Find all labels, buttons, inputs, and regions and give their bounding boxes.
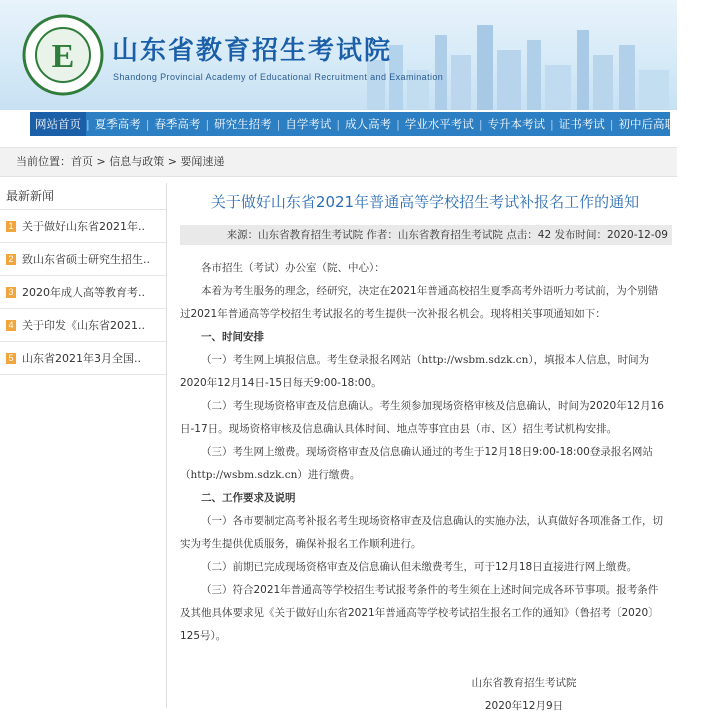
signature-organization: 山东省教育招生考试院	[471, 677, 577, 689]
paragraph-onsite-review: （二）考生现场资格审查及信息确认。考生须参加现场资格审核及信息确认，时间为2020年12月16日-17日。现场资格审核及信息确认具体时间、地点等事宜由县（市、区）招生考试机构安排。	[180, 400, 664, 435]
main-nav	[30, 112, 699, 136]
news-link[interactable]: 2020年成人高等教育考..	[22, 286, 145, 299]
news-link[interactable]: 致山东省硕士研究生招生..	[22, 253, 150, 266]
registration-site-link[interactable]: http://wsbm.sdzk.cn	[421, 354, 529, 366]
nav-separator: |	[86, 117, 90, 131]
nav-home[interactable]: 网站首页	[30, 112, 86, 136]
nav-vocational-admission[interactable]: 初中后高职招生	[618, 117, 699, 131]
nav-summer-exam[interactable]: 夏季高考	[94, 117, 141, 131]
news-number-badge: 1	[6, 221, 16, 232]
city-skyline-graphic	[347, 0, 677, 110]
news-link[interactable]: 关于印发《山东省2021..	[22, 319, 145, 332]
nav-self-study-exam[interactable]: 自学考试	[285, 117, 332, 131]
paragraph-requirement-1: （一）各市要制定高考补报名考生现场资格审查及信息确认的实施办法，认真做好各项准备工作，切实为考生提供优质服务，确保补报名工作顺利进行。	[180, 515, 663, 550]
article-body	[180, 257, 668, 718]
nav-separator: |	[396, 117, 400, 131]
section-heading-schedule: 一、时间安排	[201, 331, 264, 343]
nav-separator: |	[276, 117, 281, 131]
nav-separator: |	[145, 117, 150, 131]
nav-separator: |	[609, 117, 614, 131]
sidebar-news-item[interactable]	[0, 210, 166, 243]
news-number-badge: 4	[6, 320, 16, 331]
sidebar-news-item[interactable]	[0, 276, 166, 309]
site-title: 山东省教育招生考试院	[112, 36, 393, 66]
sidebar-title: 最新新闻	[0, 183, 166, 210]
nav-certificate-exam[interactable]: 证书考试	[558, 117, 605, 131]
breadcrumb	[0, 147, 677, 177]
spacer	[180, 648, 668, 672]
nav-spring-exam[interactable]: 春季高考	[154, 117, 201, 131]
site-subtitle: Shandong Provincial Academy of Educational Recruitment and Examination	[113, 72, 444, 82]
news-link[interactable]: 关于做好山东省2021年..	[22, 220, 145, 233]
svg-text:E: E	[51, 38, 75, 75]
paragraph-requirement-2: （二）前期已完成现场资格审查及信息确认但未缴费考生，可于12月18日直接进行网上缴费。	[201, 561, 638, 573]
news-number-badge: 5	[6, 353, 16, 364]
nav-separator: |	[205, 117, 210, 131]
section-heading-requirements: 二、工作要求及说明	[201, 492, 296, 504]
paragraph-online-payment: （三）考生网上缴费。现场资格审查及信息确认通过的考生于12月18日9:00-18:00登录报名网站（http://wsbm.sdzk.cn）进行缴费。	[180, 446, 653, 481]
nav-upgrade-exam[interactable]: 专升本考试	[487, 117, 546, 131]
academy-logo[interactable]	[22, 14, 104, 96]
salutation: 各市招生（考试）办公室（院、中心）：	[201, 262, 385, 274]
sidebar-news-item[interactable]	[0, 309, 166, 342]
nav-separator: |	[478, 117, 483, 131]
paragraph-online-registration: （一）考生网上填报信息。考生登录报名网站（http://wsbm.sdzk.cn），填报本人信息，时间为2020年12月14日-15日每天9:00-18:00。	[180, 354, 650, 389]
nav-proficiency-exam[interactable]: 学业水平考试	[404, 117, 474, 131]
nav-separator: |	[336, 117, 341, 131]
article-meta: 来源：山东省教育招生考试院 作者：山东省教育招生考试院 点击：42 发布时间：2020-12-09	[180, 225, 672, 245]
site-header	[0, 0, 677, 110]
signature-date: 2020年12月9日	[484, 700, 564, 712]
intro-paragraph: 本着为考生服务的理念，经研究，决定在2021年普通高校招生夏季高考外语听力考试前，为个别错过2021年普通高等学校招生考试报名的考生提供一次补报名机会。现将相关事项通知如下：	[180, 285, 659, 320]
paragraph-requirement-3: （三）符合2021年普通高等学校招生考试报考条件的考生须在上述时间完成各环节事项。报考条件及其他具体要求见《关于做好山东省2021年普通高等学校考试招生报名工作的通知》（鲁招考〔2020〕125号）。	[180, 584, 659, 642]
article-title: 关于做好山东省2021年普通高等学校招生考试补报名工作的通知	[210, 193, 640, 211]
news-number-badge: 3	[6, 287, 16, 298]
breadcrumb-text[interactable]: 当前位置：首页 > 信息与政策 > 要闻速递	[16, 155, 225, 168]
news-number-badge: 2	[6, 254, 16, 265]
news-link[interactable]: 山东省2021年3月全国..	[22, 352, 141, 365]
nav-adult-exam[interactable]: 成人高考	[345, 117, 392, 131]
nav-separator: |	[550, 117, 554, 131]
payment-site-link[interactable]: http://wsbm.sdzk.cn	[190, 469, 298, 481]
latest-news-sidebar	[0, 183, 167, 708]
sidebar-news-item[interactable]	[0, 243, 166, 276]
sidebar-news-item[interactable]	[0, 342, 166, 375]
nav-graduate-exam[interactable]: 研究生招考	[214, 117, 272, 131]
